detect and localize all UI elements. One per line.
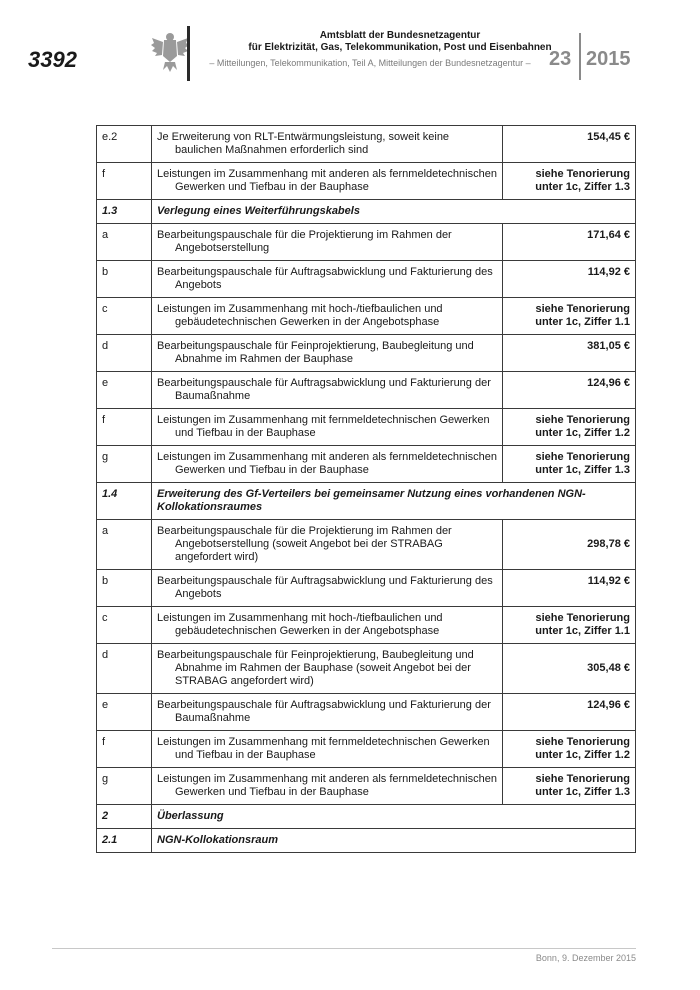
section-row: [97, 483, 636, 520]
row-code: e.2: [97, 126, 152, 163]
row-code: b: [97, 261, 152, 298]
row-code: c: [97, 607, 152, 644]
row-code: b: [97, 570, 152, 607]
issue-year: 2015: [586, 48, 631, 70]
row-description-cell: [152, 224, 503, 261]
row-description: Bearbeitungspauschale für Auftragsabwicklung und Fakturierung des Angebots: [157, 266, 493, 291]
row-price: siehe Tenorierung unter 1c, Ziffer 1.3: [503, 446, 636, 483]
footer-divider: [52, 948, 636, 949]
row-description: Leistungen im Zusammenhang mit anderen als fernmeldetechnischen Gewerken und Tiefbau in der Bauphase: [157, 451, 497, 476]
row-description-cell: [152, 446, 503, 483]
row-description: Leistungen im Zusammenhang mit anderen als fernmeldetechnischen Gewerken und Tiefbau in der Bauphase: [157, 773, 497, 798]
table-row: [97, 261, 636, 298]
row-price: siehe Tenorierung unter 1c, Ziffer 1.1: [503, 607, 636, 644]
row-price: 381,05 €: [503, 335, 636, 372]
table-row: [97, 570, 636, 607]
row-code: a: [97, 520, 152, 570]
row-price: 124,96 €: [503, 372, 636, 409]
row-description: Bearbeitungspauschale für die Projektierung im Rahmen der Angebotserstellung (soweit Angebot bei der STRABAG angefordert wird): [157, 525, 452, 563]
row-code: e: [97, 372, 152, 409]
row-description: Bearbeitungspauschale für Auftragsabwicklung und Fakturierung der Baumaßnahme: [157, 699, 491, 724]
tariff-table: [96, 125, 636, 853]
row-description-cell: [152, 372, 503, 409]
row-price: 114,92 €: [503, 261, 636, 298]
table-row: [97, 224, 636, 261]
table-row: [97, 163, 636, 200]
row-price: siehe Tenorierung unter 1c, Ziffer 1.2: [503, 409, 636, 446]
row-price: siehe Tenorierung unter 1c, Ziffer 1.2: [503, 731, 636, 768]
row-description-cell: [152, 163, 503, 200]
table-row: [97, 372, 636, 409]
row-description-cell: [152, 520, 503, 570]
row-code: 2.1: [97, 829, 152, 853]
row-code: f: [97, 731, 152, 768]
table-row: [97, 409, 636, 446]
section-title: Überlassung: [152, 805, 636, 829]
section-title: Verlegung eines Weiterführungskabels: [152, 200, 636, 224]
row-code: e: [97, 694, 152, 731]
row-description-cell: [152, 409, 503, 446]
row-code: 2: [97, 805, 152, 829]
row-code: g: [97, 446, 152, 483]
row-description-cell: [152, 768, 503, 805]
row-price: siehe Tenorierung unter 1c, Ziffer 1.1: [503, 298, 636, 335]
gazette-subtitle: – Mitteilungen, Telekommunikation, Teil A, Mitteilungen der Bundesnetzagentur –: [209, 58, 531, 68]
federal-eagle-icon: [150, 30, 190, 74]
row-code: 1.4: [97, 483, 152, 520]
row-description: Je Erweiterung von RLT-Entwärmungsleistung, soweit keine baulichen Maßnahmen erforderlich sind: [157, 131, 450, 156]
row-description: Leistungen im Zusammenhang mit fernmeldetechnischen Gewerken und Tiefbau in der Bauphase: [157, 414, 490, 439]
row-code: d: [97, 644, 152, 694]
row-description-cell: [152, 731, 503, 768]
page-number: 3392: [28, 47, 77, 72]
gazette-title: [200, 30, 600, 54]
row-description: Bearbeitungspauschale für Feinprojektierung, Baubegleitung und Abnahme im Rahmen der Bauphase (soweit Angebot bei der STRABAG angefordert wird): [157, 649, 474, 687]
row-price: 114,92 €: [503, 570, 636, 607]
row-code: f: [97, 163, 152, 200]
table-row: [97, 335, 636, 372]
row-description-cell: [152, 298, 503, 335]
row-code: 1.3: [97, 200, 152, 224]
table-row: [97, 731, 636, 768]
row-description: Bearbeitungspauschale für die Projektierung im Rahmen der Angebotserstellung: [157, 229, 452, 254]
table-row: [97, 126, 636, 163]
row-price: 154,45 €: [503, 126, 636, 163]
issue-number: 23: [549, 48, 572, 70]
row-description-cell: [152, 694, 503, 731]
section-row: [97, 200, 636, 224]
row-description-cell: [152, 261, 503, 298]
row-description: Leistungen im Zusammenhang mit hoch-/tiefbaulichen und gebäudetechnischen Gewerken in der Angebotsphase: [157, 612, 443, 637]
row-description-cell: [152, 335, 503, 372]
row-price: 171,64 €: [503, 224, 636, 261]
table-row: [97, 520, 636, 570]
row-description: Bearbeitungspauschale für Feinprojektierung, Baubegleitung und Abnahme im Rahmen der Bauphase: [157, 340, 474, 365]
row-code: a: [97, 224, 152, 261]
issue-divider: [579, 33, 581, 80]
row-price: 305,48 €: [503, 644, 636, 694]
gazette-title-line1: Amtsblatt der Bundesnetzagentur: [319, 30, 481, 41]
row-description-cell: [152, 607, 503, 644]
row-price: siehe Tenorierung unter 1c, Ziffer 1.3: [503, 768, 636, 805]
row-description: Bearbeitungspauschale für Auftragsabwicklung und Fakturierung des Angebots: [157, 575, 493, 600]
row-description: Leistungen im Zusammenhang mit anderen als fernmeldetechnischen Gewerken und Tiefbau in der Bauphase: [157, 168, 497, 193]
table-row: [97, 607, 636, 644]
table-row: [97, 694, 636, 731]
row-code: g: [97, 768, 152, 805]
row-description: Leistungen im Zusammenhang mit fernmeldetechnischen Gewerken und Tiefbau in der Bauphase: [157, 736, 490, 761]
row-code: d: [97, 335, 152, 372]
header-divider: [187, 26, 190, 81]
row-price: 124,96 €: [503, 694, 636, 731]
row-price: 298,78 €: [503, 520, 636, 570]
row-description: Leistungen im Zusammenhang mit hoch-/tiefbaulichen und gebäudetechnischen Gewerken in der Angebotsphase: [157, 303, 443, 328]
gazette-title-line2: für Elektrizität, Gas, Telekommunikation, Post und Eisenbahnen: [248, 42, 552, 53]
section-title: Erweiterung des Gf-Verteilers bei gemeinsamer Nutzung eines vorhandenen NGN-Kollokationsraumes: [152, 483, 636, 520]
row-description-cell: [152, 644, 503, 694]
footer-date: Bonn, 9. Dezember 2015: [535, 953, 636, 963]
row-code: c: [97, 298, 152, 335]
row-description-cell: [152, 126, 503, 163]
table-row: [97, 768, 636, 805]
row-price: siehe Tenorierung unter 1c, Ziffer 1.3: [503, 163, 636, 200]
table-row: [97, 446, 636, 483]
row-description: Bearbeitungspauschale für Auftragsabwicklung und Fakturierung der Baumaßnahme: [157, 377, 491, 402]
section-row: [97, 829, 636, 853]
row-description-cell: [152, 570, 503, 607]
row-code: f: [97, 409, 152, 446]
section-title: NGN-Kollokationsraum: [152, 829, 636, 853]
table-row: [97, 644, 636, 694]
section-row: [97, 805, 636, 829]
table-row: [97, 298, 636, 335]
